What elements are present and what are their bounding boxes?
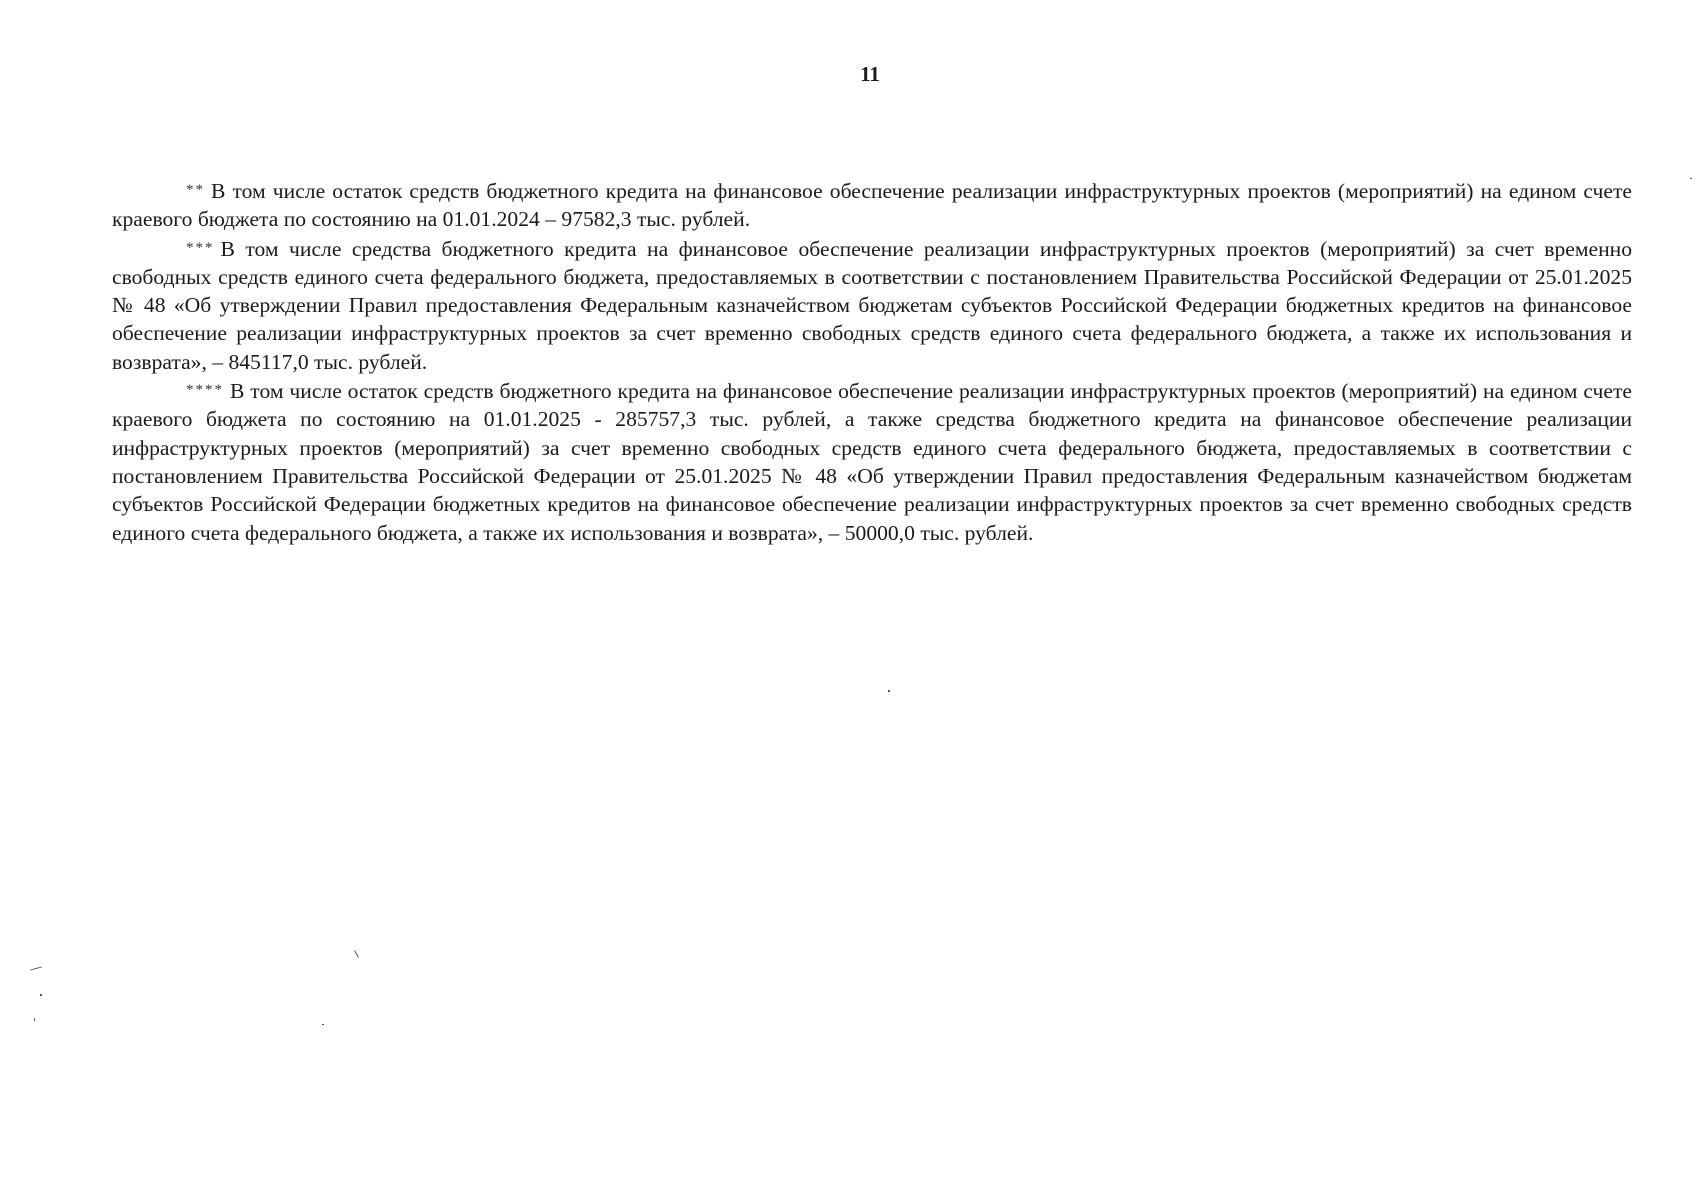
footnote-triple-asterisk [112, 234, 1632, 376]
page-number: 11 [860, 62, 880, 86]
footnote-marker: **** [186, 382, 224, 399]
footnotes-block [112, 176, 1632, 547]
scan-artifact [34, 1018, 35, 1021]
scan-artifact [354, 950, 359, 957]
scan-artifact [322, 1024, 324, 1025]
footnote-text: В том числе остаток средств бюджетного кредита на финансовое обеспечение реализации инфраструктурных проектов (мероприятий) на едином счете краевого бюджета по состоянию на 01.01.2025 - 285757,3 тыс. рублей, а также средства бюджетного кредита на финансовое обеспечение реализации инфраструктурных проектов (мероприятий) за счет временно свободных средств единого счета федерального бюджета, предоставляемых в соответствии с постановлением Правительства Российской Федерации от 25.01.2025 № 48 «Об утверждении Правил предоставления Федеральным казначейством бюджетам субъектов Российской Федерации бюджетных кредитов на финансовое обеспечение реализации инфраструктурных проектов за счет временно свободных средств единого счета федерального бюджета, а также их использования и возврата», – 50000,0 тыс. рублей. [112, 379, 1632, 545]
footnote-text: В том числе остаток средств бюджетного кредита на финансовое обеспечение реализации инфраструктурных проектов (мероприятий) на едином счете краевого бюджета по состоянию на 01.01.2024 – 97582,3 тыс. рублей. [112, 179, 1632, 232]
footnote-double-asterisk [112, 176, 1632, 234]
scan-artifact [1690, 178, 1692, 179]
footnote-marker: ** [186, 182, 205, 198]
scan-artifact [888, 690, 890, 692]
scan-artifact [40, 994, 42, 996]
footnote-text: В том числе средства бюджетного кредита на финансовое обеспечение реализации инфраструктурных проектов (мероприятий) за счет временно свободных средств единого счета федерального бюджета, предоставляемых в соответствии с постановлением Правительства Российской Федерации от 25.01.2025 № 48 «Об утверждении Правил предоставления Федеральным казначейством бюджетам субъектов Российской Федерации бюджетных кредитов на финансовое обеспечение реализации инфраструктурных проектов за счет временно свободных средств единого счета федерального бюджета, а также их использования и возврата», – 845117,0 тыс. рублей. [112, 236, 1632, 374]
scan-artifact [30, 966, 42, 970]
footnote-marker: *** [186, 239, 215, 256]
footnote-quadruple-asterisk [112, 376, 1632, 547]
